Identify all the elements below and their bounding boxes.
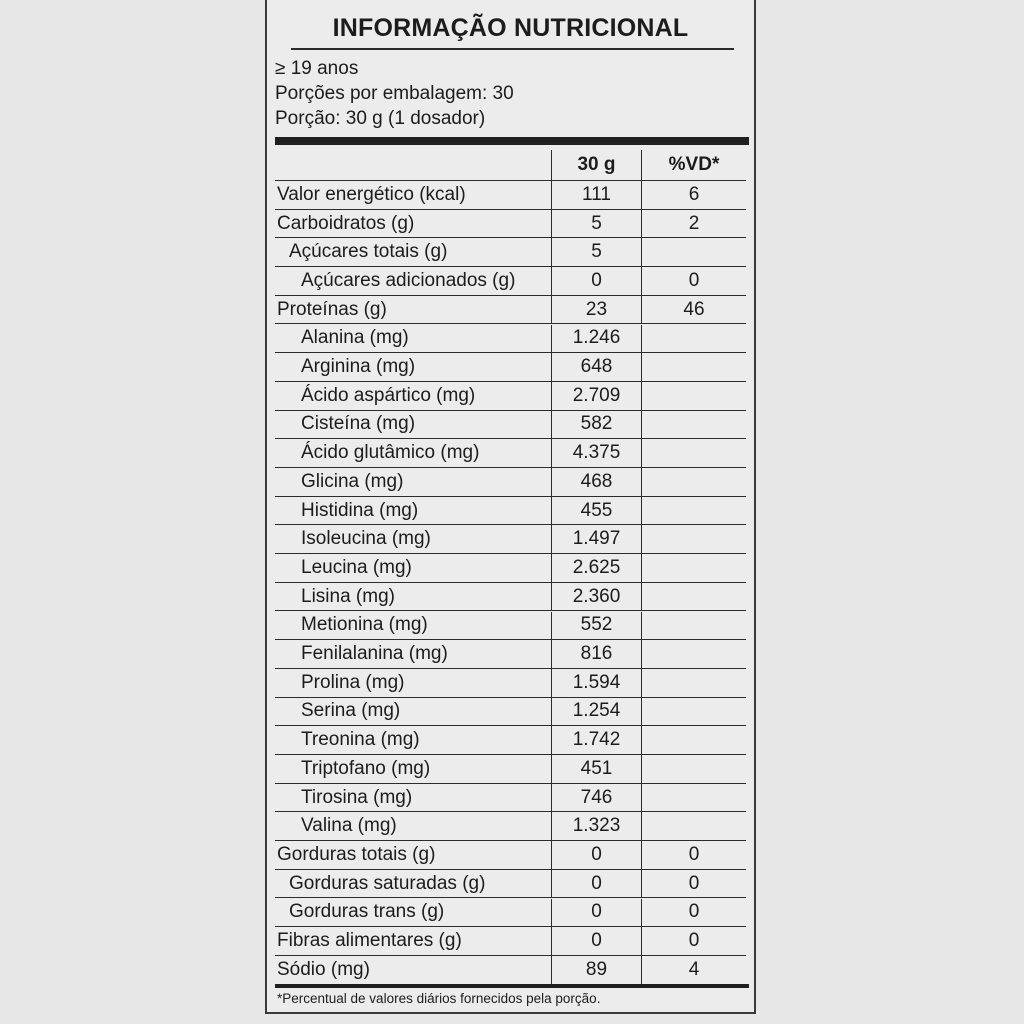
table-row (275, 497, 746, 526)
table-row (275, 468, 746, 497)
nutrient-label: Prolina (mg) (301, 671, 405, 693)
nutrient-value: 552 (551, 612, 641, 640)
table-row (275, 612, 746, 641)
nutrient-value: 648 (551, 353, 641, 381)
nutrient-daily-value (641, 325, 746, 353)
table-row (275, 382, 746, 411)
nutrient-daily-value (641, 583, 746, 611)
nutrient-value: 468 (551, 468, 641, 496)
nutrient-value: 2.625 (551, 554, 641, 582)
nutrient-value: 746 (551, 784, 641, 812)
nutrient-value: 1.254 (551, 698, 641, 726)
nutrient-label: Gorduras totais (g) (277, 843, 436, 865)
nutrient-label: Açúcares adicionados (g) (301, 269, 516, 291)
nutrient-daily-value (641, 669, 746, 697)
nutrient-value: 1.323 (551, 812, 641, 840)
nutrient-value: 816 (551, 640, 641, 668)
table-row (275, 583, 746, 612)
footnote: *Percentual de valores diários fornecidos pela porção. (277, 991, 601, 1006)
nutrient-label: Treonina (mg) (301, 729, 420, 751)
table-row (275, 669, 746, 698)
nutrient-label: Glicina (mg) (301, 470, 404, 492)
nutrient-value: 582 (551, 411, 641, 439)
servings-per-package-line: Porções por embalagem: 30 (275, 83, 514, 104)
nutrient-label: Fenilalanina (mg) (301, 643, 448, 665)
nutrient-daily-value (641, 238, 746, 266)
column-header-daily-value: %VD* (641, 150, 746, 180)
serving-size-line: Porção: 30 g (1 dosador) (275, 108, 486, 129)
nutrition-facts-label (265, 0, 756, 1014)
label-title: INFORMAÇÃO NUTRICIONAL (332, 14, 689, 42)
nutrient-label: Gorduras saturadas (g) (289, 872, 486, 894)
table-row (275, 411, 746, 440)
column-header-portion: 30 g (551, 150, 641, 180)
table-row (275, 812, 746, 841)
table-row (275, 956, 746, 985)
nutrient-label: Isoleucina (mg) (301, 528, 431, 550)
nutrient-label: Lisina (mg) (301, 585, 395, 607)
table-row (275, 554, 746, 583)
nutrient-daily-value (641, 411, 746, 439)
nutrient-daily-value (641, 554, 746, 582)
nutrient-label: Sódio (mg) (277, 959, 370, 981)
nutrient-value: 5 (551, 210, 641, 238)
nutrient-value: 111 (551, 181, 641, 209)
table-row (275, 698, 746, 727)
nutrient-value: 2.709 (551, 382, 641, 410)
nutrient-daily-value (641, 468, 746, 496)
nutrient-daily-value: 2 (641, 210, 746, 238)
nutrient-label: Arginina (mg) (301, 356, 416, 378)
table-row (275, 784, 746, 813)
nutrient-daily-value (641, 640, 746, 668)
nutrient-label: Gorduras trans (g) (289, 901, 445, 923)
nutrient-value: 0 (551, 899, 641, 927)
table-row (275, 870, 746, 899)
table-row (275, 325, 746, 354)
table-row (275, 927, 746, 956)
table-row (275, 353, 746, 382)
nutrient-label: Metionina (mg) (301, 614, 428, 636)
nutrient-value: 5 (551, 238, 641, 266)
table-row (275, 439, 746, 468)
nutrient-value: 1.742 (551, 726, 641, 754)
nutrient-label: Histidina (mg) (301, 499, 419, 521)
table-row (275, 238, 746, 267)
nutrient-daily-value (641, 755, 746, 783)
nutrient-value: 89 (551, 956, 641, 985)
nutrient-daily-value: 0 (641, 841, 746, 869)
nutrient-label: Carboidratos (g) (277, 212, 415, 234)
nutrient-daily-value (641, 612, 746, 640)
table-row (275, 181, 746, 210)
nutrient-label: Fibras alimentares (g) (277, 930, 462, 952)
bottom-divider (275, 984, 749, 988)
nutrient-value: 23 (551, 296, 641, 324)
nutrient-daily-value (641, 497, 746, 525)
nutrient-daily-value: 4 (641, 956, 746, 985)
table-row (275, 841, 746, 870)
nutrient-daily-value (641, 726, 746, 754)
table-row (275, 525, 746, 554)
nutrient-value: 0 (551, 870, 641, 898)
nutrient-label: Tirosina (mg) (301, 786, 413, 808)
table-row (275, 267, 746, 296)
nutrient-daily-value: 46 (641, 296, 746, 324)
nutrient-daily-value: 0 (641, 267, 746, 295)
age-group-line: ≥ 19 anos (275, 58, 359, 79)
nutrient-daily-value (641, 525, 746, 553)
nutrient-label: Ácido glutâmico (mg) (301, 442, 480, 464)
table-row (275, 755, 746, 784)
table-row (275, 726, 746, 755)
nutrient-value: 1.497 (551, 525, 641, 553)
nutrient-value: 2.360 (551, 583, 641, 611)
nutrient-daily-value (641, 439, 746, 467)
nutrient-value: 1.594 (551, 669, 641, 697)
nutrient-label: Triptofano (mg) (301, 757, 431, 779)
nutrient-daily-value (641, 382, 746, 410)
nutrient-label: Leucina (mg) (301, 556, 412, 578)
nutrient-label: Proteínas (g) (277, 298, 387, 320)
nutrient-value: 0 (551, 927, 641, 955)
nutrient-label: Valor energético (kcal) (277, 183, 466, 205)
table-row (275, 640, 746, 669)
nutrient-label: Alanina (mg) (301, 327, 409, 349)
nutrient-label: Açúcares totais (g) (289, 241, 448, 263)
nutrient-daily-value: 0 (641, 870, 746, 898)
title-divider (291, 48, 734, 50)
nutrient-value: 0 (551, 841, 641, 869)
nutrient-label: Valina (mg) (301, 815, 397, 837)
nutrient-value: 4.375 (551, 439, 641, 467)
nutrient-label: Ácido aspártico (mg) (301, 384, 476, 406)
nutrient-daily-value: 6 (641, 181, 746, 209)
nutrient-daily-value: 0 (641, 927, 746, 955)
nutrient-daily-value (641, 353, 746, 381)
table-row (275, 899, 746, 928)
nutrient-daily-value (641, 812, 746, 840)
nutrient-daily-value (641, 784, 746, 812)
nutrient-label: Serina (mg) (301, 700, 401, 722)
nutrient-daily-value: 0 (641, 899, 746, 927)
nutrient-value: 451 (551, 755, 641, 783)
table-row (275, 296, 746, 325)
table-row (275, 210, 746, 239)
nutrient-label: Cisteína (mg) (301, 413, 416, 435)
nutrient-value: 0 (551, 267, 641, 295)
nutrient-value: 455 (551, 497, 641, 525)
nutrient-value: 1.246 (551, 325, 641, 353)
thick-divider (275, 137, 749, 145)
table-header (275, 150, 746, 181)
nutrient-daily-value (641, 698, 746, 726)
